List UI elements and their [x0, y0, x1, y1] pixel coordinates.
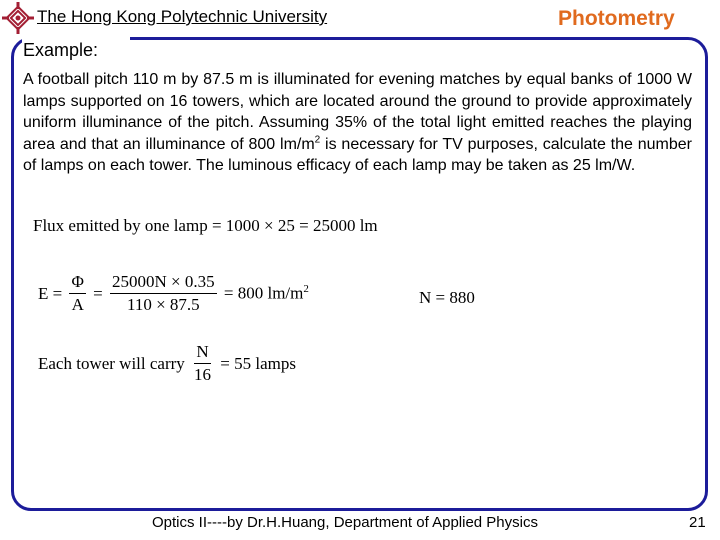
problem-statement — [23, 69, 692, 177]
equation-illuminance — [38, 272, 309, 315]
example-title: Example: — [23, 40, 99, 60]
university-name: The Hong Kong Polytechnic University — [37, 7, 328, 26]
eq2-rhs-superscript: 2 — [303, 283, 309, 296]
page-number: 21 — [689, 514, 706, 531]
problem-text-part-1: A football pitch 110 m by 87.5 m is illuminated for evening matches by equal banks of 1000 W lamps supported on 16 towers, which are located around the ground to provide approximately uniform illuminance of the pitch. Assuming 35% of the total light emitted reaches the playing area and that an illuminance of 800 lm/m — [23, 71, 692, 153]
eq2-f2-denominator: 110 × 87.5 — [126, 295, 200, 314]
equation-n-result: N = 880 — [419, 288, 475, 307]
equation-flux-per-lamp: Flux emitted by one lamp = 1000 × 25 = 25000 lm — [33, 216, 378, 235]
eq2-f2-numerator: 25000N × 0.35 — [110, 272, 217, 294]
polyu-logo-icon — [1, 1, 35, 35]
eq2-f1-denominator: A — [71, 295, 84, 314]
problem-text-part-2: is necessary for TV purposes, calculate the number of lamps on each tower. The luminous efficacy of each lamp may be taken as 25 lm/W. — [23, 135, 692, 174]
equation-lamps-per-tower — [38, 342, 296, 385]
problem-superscript: 2 — [314, 134, 321, 146]
footer-credit: Optics II----by Dr.H.Huang, Department of Applied Physics — [152, 514, 538, 531]
eq2-f1-numerator: Φ — [69, 272, 85, 294]
eq4-lhs: Each tower will carry — [38, 353, 185, 373]
slide-topic: Photometry — [558, 7, 675, 30]
eq2-equals: = — [93, 283, 103, 303]
eq4-fraction — [192, 342, 213, 385]
eq2-rhs — [224, 283, 309, 304]
eq4-denominator: 16 — [194, 365, 212, 384]
eq2-fraction-flux-area — [69, 272, 85, 315]
eq2-fraction-values — [110, 272, 217, 315]
eq2-lhs: E = — [38, 283, 63, 303]
eq2-rhs-text: = 800 lm/m — [223, 283, 304, 303]
eq4-numerator: N — [194, 342, 210, 364]
eq4-rhs: = 55 lamps — [220, 353, 296, 373]
